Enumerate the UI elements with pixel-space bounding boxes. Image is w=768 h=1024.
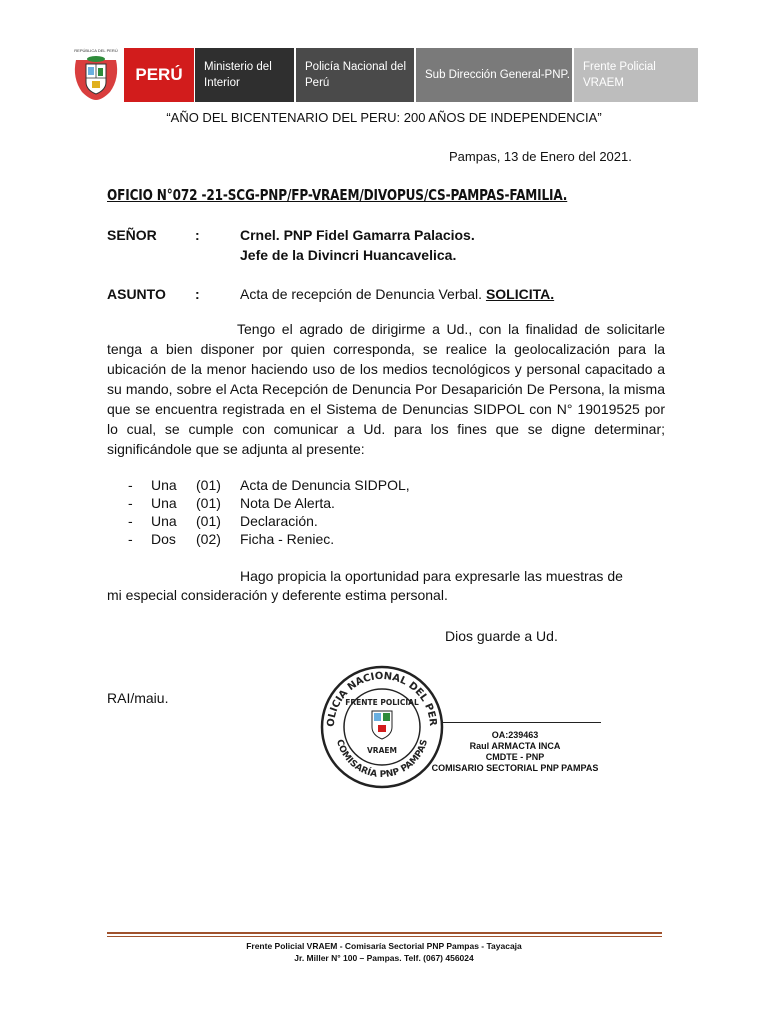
footer-line-1: Frente Policial VRAEM - Comisaría Sectorial PNP Pampas - Tayacaja xyxy=(246,941,522,951)
dios-guarde: Dios guarde a Ud. xyxy=(445,628,558,644)
asunto-colon: : xyxy=(195,286,200,302)
policia-label: Policía Nacional del Perú xyxy=(294,48,414,102)
signature-line xyxy=(441,722,601,723)
seal-outer-bottom: COMISARÍA PNP PAMPAS xyxy=(333,738,431,781)
ministerio-label: Ministerio del Interior xyxy=(194,48,294,102)
initials: RAI/maiu. xyxy=(107,690,169,706)
footer-rule xyxy=(107,932,662,934)
peru-coat-of-arms xyxy=(68,48,124,102)
signature-oa: OA:239463 xyxy=(491,730,539,740)
addressee-title: Jefe de la Divincri Huancavelica. xyxy=(240,247,457,263)
frente-label: Frente Policial VRAEM xyxy=(572,48,698,102)
asunto-emphasis: SOLICITA. xyxy=(485,286,555,302)
peru-label: PERÚ xyxy=(124,48,194,102)
official-seal xyxy=(320,665,444,789)
signature-title: COMISARIO SECTORIAL PNP PAMPAS xyxy=(431,763,599,773)
addressee-name: Crnel. PNP Fidel Gamarra Palacios. xyxy=(240,227,475,243)
oficio-number: OFICIO N°072 -21-SCG-PNP/FP-VRAEM/DIVOPUS/CS-PAMPAS-FAMILIA. xyxy=(107,186,568,204)
seal-inner-top: FRENTE POLICIAL xyxy=(345,698,419,707)
footer-rule-thin xyxy=(107,936,662,937)
signature-rank: CMDTE - PNP xyxy=(485,752,545,762)
asunto-label: ASUNTO xyxy=(107,286,166,302)
seal-outer-top: OLICIA NACIONAL DEL PER xyxy=(325,670,439,728)
subdireccion-label: Sub Dirección General-PNP. xyxy=(414,48,572,102)
closing-line-2: mi especial consideración y deferente estima personal. xyxy=(107,587,448,603)
senor-colon: : xyxy=(195,227,200,243)
footer-line-2: Jr. Miller N° 100 – Pampas. Telf. (067) 456024 xyxy=(294,953,474,963)
asunto-description: Acta de recepción de Denuncia Verbal. xyxy=(240,286,483,302)
signature-block xyxy=(430,730,600,774)
seal-inner-bottom: VRAEM xyxy=(367,746,397,755)
motto: “AÑO DEL BICENTENARIO DEL PERU: 200 AÑOS DE INDEPENDENCIA” xyxy=(166,110,602,125)
body-paragraph xyxy=(107,319,665,459)
document-date: Pampas, 13 de Enero del 2021. xyxy=(449,149,632,164)
crest-caption: REPÚBLICA DEL PERÚ xyxy=(74,48,118,53)
senor-label: SEÑOR xyxy=(107,227,157,243)
closing-line-1: Hago propicia la oportunidad para expresarle las muestras de xyxy=(240,568,623,584)
signature-name: Raul ARMACTA INCA xyxy=(469,741,561,751)
asunto-text xyxy=(240,286,554,302)
header-banner xyxy=(68,48,698,102)
body-text: Tengo el agrado de dirigirme a Ud., con la finalidad de solicitarle tenga a bien disponer por quien corresponda, se realice la geolocalización para la ubicación de la menor haciendo uso de los medios tecnológicos y personal capacitado a su mando, sobre el Acta Recepción de Denuncia Por Desaparición De Persona, la misma que se encuentra registrada en el Sistema de Denuncias SIDPOL con N° 19019525 por lo cual, se cumple con comunicar a Ud. para los fines que se digne determinar; significándole que se adjunta al presente: xyxy=(107,321,665,457)
